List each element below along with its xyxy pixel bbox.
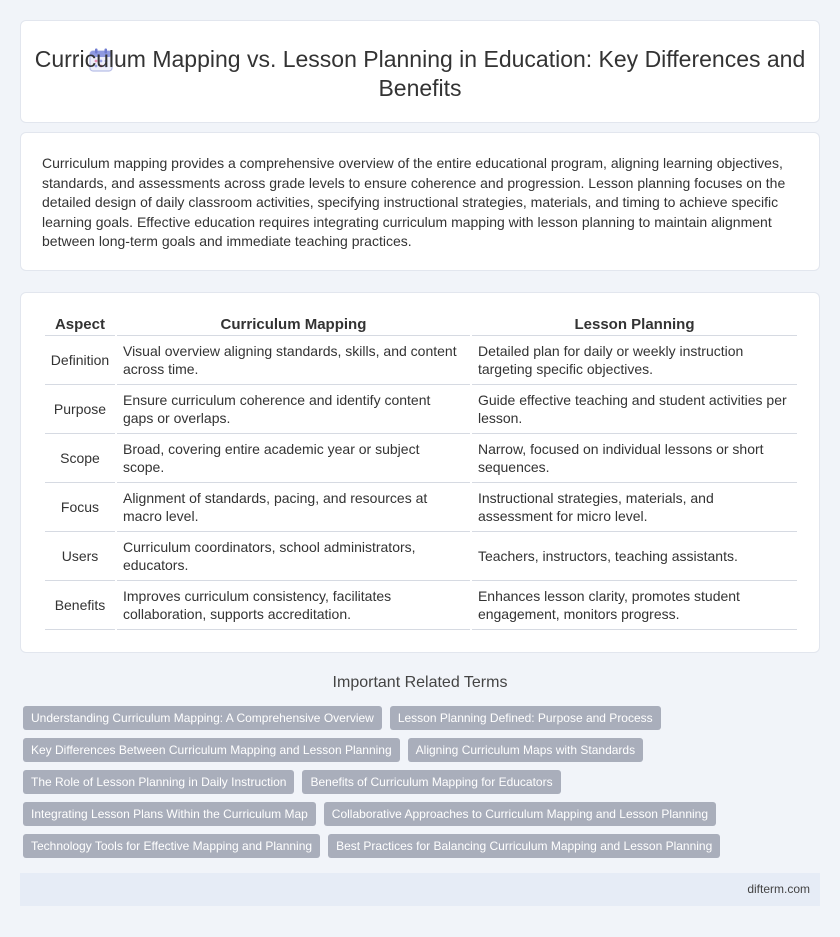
row-aspect: Users <box>45 532 115 581</box>
related-term-link[interactable]: Benefits of Curriculum Mapping for Educators <box>302 770 560 794</box>
row-curriculum-mapping: Broad, covering entire academic year or subject scope. <box>117 434 470 483</box>
related-term-link[interactable]: Understanding Curriculum Mapping: A Comprehensive Overview <box>23 706 382 730</box>
tag-row <box>23 706 823 730</box>
related-term-link[interactable]: Lesson Planning Defined: Purpose and Process <box>390 706 661 730</box>
row-lesson-planning: Narrow, focused on individual lessons or short sequences. <box>472 434 797 483</box>
comparison-table <box>43 314 799 630</box>
row-curriculum-mapping: Alignment of standards, pacing, and resources at macro level. <box>117 483 470 532</box>
row-lesson-planning: Guide effective teaching and student activities per lesson. <box>472 385 797 434</box>
related-terms-heading: Important Related Terms <box>332 674 508 691</box>
row-lesson-planning: Detailed plan for daily or weekly instruction targeting specific objectives. <box>472 336 797 385</box>
row-lesson-planning: Teachers, instructors, teaching assistants. <box>472 532 797 581</box>
row-aspect: Scope <box>45 434 115 483</box>
table-row <box>45 532 797 581</box>
intro-paragraph: Curriculum mapping provides a comprehensive overview of the entire educational program, aligning learning objectives, standards, and assessments across grade levels to ensure coherence and progression. Lesson planning focuses on the detailed design of daily classroom activities, specifying instructional strategies, materials, and timing to achieve specific learning goals. Effective education requires integrating curriculum mapping with lesson planning to maintain alignment between long-term goals and immediate teaching practices. <box>42 155 786 250</box>
row-aspect: Focus <box>45 483 115 532</box>
row-aspect: Purpose <box>45 385 115 434</box>
table-row <box>45 483 797 532</box>
table-header-row <box>45 314 797 336</box>
row-curriculum-mapping: Ensure curriculum coherence and identify content gaps or overlaps. <box>117 385 470 434</box>
row-lesson-planning: Enhances lesson clarity, promotes student engagement, monitors progress. <box>472 581 797 630</box>
header-aspect: Aspect <box>45 314 115 336</box>
row-aspect: Definition <box>45 336 115 385</box>
related-term-link[interactable]: The Role of Lesson Planning in Daily Instruction <box>23 770 294 794</box>
page-title: Curriculum Mapping vs. Lesson Planning in Education: Key Differences and Benefits <box>34 46 806 101</box>
tag-row <box>23 834 823 858</box>
related-term-link[interactable]: Best Practices for Balancing Curriculum Mapping and Lesson Planning <box>328 834 720 858</box>
footer <box>20 873 820 906</box>
related-term-link[interactable]: Integrating Lesson Plans Within the Curriculum Map <box>23 802 316 826</box>
row-curriculum-mapping: Improves curriculum consistency, facilitates collaboration, supports accreditation. <box>117 581 470 630</box>
header-lesson-planning: Lesson Planning <box>472 314 797 336</box>
tag-row <box>23 770 823 794</box>
intro-card <box>20 132 820 271</box>
related-term-link[interactable]: Technology Tools for Effective Mapping and Planning <box>23 834 320 858</box>
footer-site[interactable]: difterm.com <box>747 882 810 896</box>
title-card <box>20 20 820 123</box>
row-curriculum-mapping: Curriculum coordinators, school administrators, educators. <box>117 532 470 581</box>
table-row <box>45 385 797 434</box>
tag-row <box>23 738 823 762</box>
table-row <box>45 434 797 483</box>
tag-row <box>23 802 823 826</box>
header-curriculum-mapping: Curriculum Mapping <box>117 314 470 336</box>
row-curriculum-mapping: Visual overview aligning standards, skills, and content across time. <box>117 336 470 385</box>
row-lesson-planning: Instructional strategies, materials, and assessment for micro level. <box>472 483 797 532</box>
table-row <box>45 581 797 630</box>
row-aspect: Benefits <box>45 581 115 630</box>
comparison-table-card <box>20 292 820 653</box>
related-term-link[interactable]: Collaborative Approaches to Curriculum Mapping and Lesson Planning <box>324 802 716 826</box>
related-term-link[interactable]: Aligning Curriculum Maps with Standards <box>408 738 643 762</box>
related-term-link[interactable]: Key Differences Between Curriculum Mapping and Lesson Planning <box>23 738 400 762</box>
related-terms-list <box>23 706 823 866</box>
table-row <box>45 336 797 385</box>
